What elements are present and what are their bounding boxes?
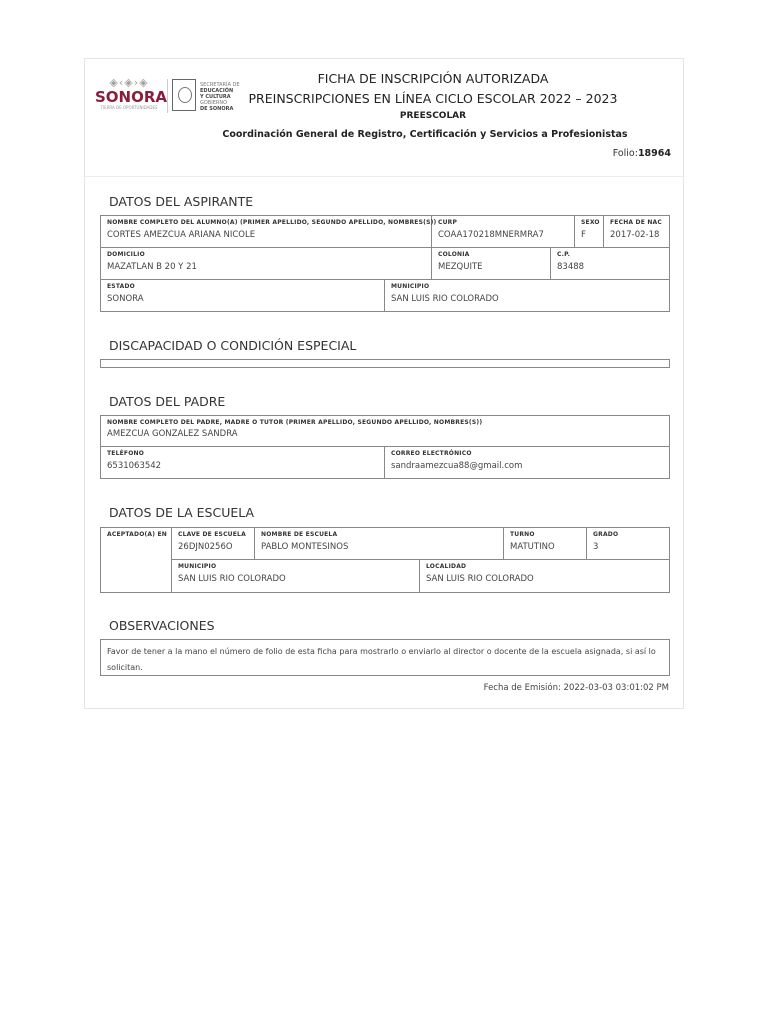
registration-sheet (84, 58, 684, 709)
observaciones-box (100, 639, 670, 676)
aspirante-table (100, 215, 670, 312)
escuela-table (100, 527, 670, 593)
estado-value: SONORA (107, 294, 144, 304)
section-title-aspirante: DATOS DEL ASPIRANTE (109, 194, 254, 209)
section-title-escuela: DATOS DE LA ESCUELA (109, 505, 255, 520)
municipio-aspirante-value: SAN LUIS RIO COLORADO (391, 294, 499, 304)
nombre-escuela-value: PABLO MONTESINOS (261, 542, 349, 552)
municipio-aspirante-cell: MUNICIPIO SAN LUIS RIO COLORADO (391, 283, 499, 304)
folio-label: Folio: (612, 148, 638, 159)
correo-cell: CORREO ELECTRÓNICO sandraamezcua88@gmail.com (391, 450, 523, 471)
logo-divider (167, 79, 168, 113)
section-title-discapacidad: DISCAPACIDAD O CONDICIÓN ESPECIAL (109, 338, 357, 353)
grado-value: 3 (593, 542, 599, 552)
sonora-logo-tagline: TIERRA DE OPORTUNIDADES (100, 105, 158, 110)
grado-cell: GRADO 3 (587, 528, 669, 560)
section-title-padre: DATOS DEL PADRE (109, 394, 226, 409)
correo-value: sandraamezcua88@gmail.com (391, 461, 523, 471)
cp-value: 83488 (557, 262, 585, 272)
nombre-alumno-value: CORTES AMEZCUA ARIANA NICOLE (107, 230, 256, 240)
localidad-cell: LOCALIDAD SAN LUIS RIO COLORADO (426, 563, 534, 584)
sexo-value: F (581, 230, 586, 240)
colonia-cell: COLONIA MEZQUITE (432, 248, 551, 280)
estado-cell: ESTADO SONORA (101, 280, 385, 311)
curp-cell: CURP COAA170218MNERMRA7 (432, 216, 575, 248)
clave-escuela-cell: CLAVE DE ESCUELA 26DJN0256O (172, 528, 255, 560)
folio (613, 148, 671, 159)
observaciones-text: Favor de tener a la mano el número de folio de esta ficha para mostrarlo o enviarlo al director o docente de la escuela asignada, si así lo solicitan. (107, 647, 656, 672)
turno-value: MATUTINO (510, 542, 555, 552)
section-title-observaciones: OBSERVACIONES (109, 618, 215, 633)
domicilio-value: MAZATLAN B 20 Y 21 (107, 262, 197, 272)
school-level: PREESCOLAR (399, 111, 467, 121)
municipio-escuela-cell: MUNICIPIO SAN LUIS RIO COLORADO (172, 560, 420, 592)
folio-number: 18964 (637, 148, 671, 159)
telefono-value: 6531063542 (107, 461, 162, 471)
sonora-logo-word: SONORA (95, 88, 168, 106)
telefono-cell: TELÉFONO 6531063542 (101, 447, 385, 478)
document-title: FICHA DE INSCRIPCIÓN AUTORIZADA (317, 71, 549, 86)
fecha-nac-cell: FECHA DE NAC 2017-02-18 (604, 216, 669, 248)
emission-date: Fecha de Emisión: 2022-03-03 03:01:02 PM (483, 683, 669, 693)
nombre-alumno-cell: NOMBRE COMPLETO DEL ALUMNO(A) (PRIMER APELLIDO, SEGUNDO APELLIDO, NOMBRES(S)) CORTES AMEZCUA ARIANA NICOLE (101, 216, 432, 248)
secretaria-text: SECRETARÍA DE EDUCACIÓN Y CULTURA GOBIERNO DE SONORA (200, 82, 240, 112)
nombre-padre-cell: NOMBRE COMPLETO DEL PADRE, MADRE O TUTOR (PRIMER APELLIDO, SEGUNDO APELLIDO, NOMBRES(S)) AMEZCUA GONZALEZ SANDRA (101, 416, 669, 447)
localidad-value: SAN LUIS RIO COLORADO (426, 574, 534, 584)
document-header (85, 59, 683, 177)
municipio-escuela-value: SAN LUIS RIO COLORADO (178, 574, 286, 584)
curp-value: COAA170218MNERMRA7 (438, 230, 544, 240)
coordination-name: Coordinación General de Registro, Certificación y Servicios a Profesionistas (222, 129, 628, 140)
nombre-escuela-cell: NOMBRE DE ESCUELA PABLO MONTESINOS (255, 528, 504, 560)
cp-cell: C.P. 83488 (551, 248, 669, 280)
discapacidad-table (100, 359, 670, 368)
domicilio-cell: DOMICILIO MAZATLAN B 20 Y 21 (101, 248, 432, 280)
padre-table (100, 415, 670, 479)
aceptado-cell: ACEPTADO(A) EN (101, 528, 172, 592)
turno-cell: TURNO MATUTINO (504, 528, 587, 560)
clave-escuela-value: 26DJN0256O (178, 542, 233, 552)
sonora-logo (95, 76, 168, 113)
fecha-nac-value: 2017-02-18 (610, 230, 660, 240)
secretaria-logo (172, 79, 242, 113)
sexo-cell: SEXO F (575, 216, 604, 248)
nombre-padre-value: AMEZCUA GONZALEZ SANDRA (107, 429, 238, 439)
colonia-value: MEZQUITE (438, 262, 483, 272)
sonora-logo-marks: ◈‹◈›◈ (109, 76, 149, 89)
document-subtitle: PREINSCRIPCIONES EN LÍNEA CICLO ESCOLAR 2022 – 2023 (248, 91, 618, 106)
state-seal-icon (172, 79, 196, 111)
